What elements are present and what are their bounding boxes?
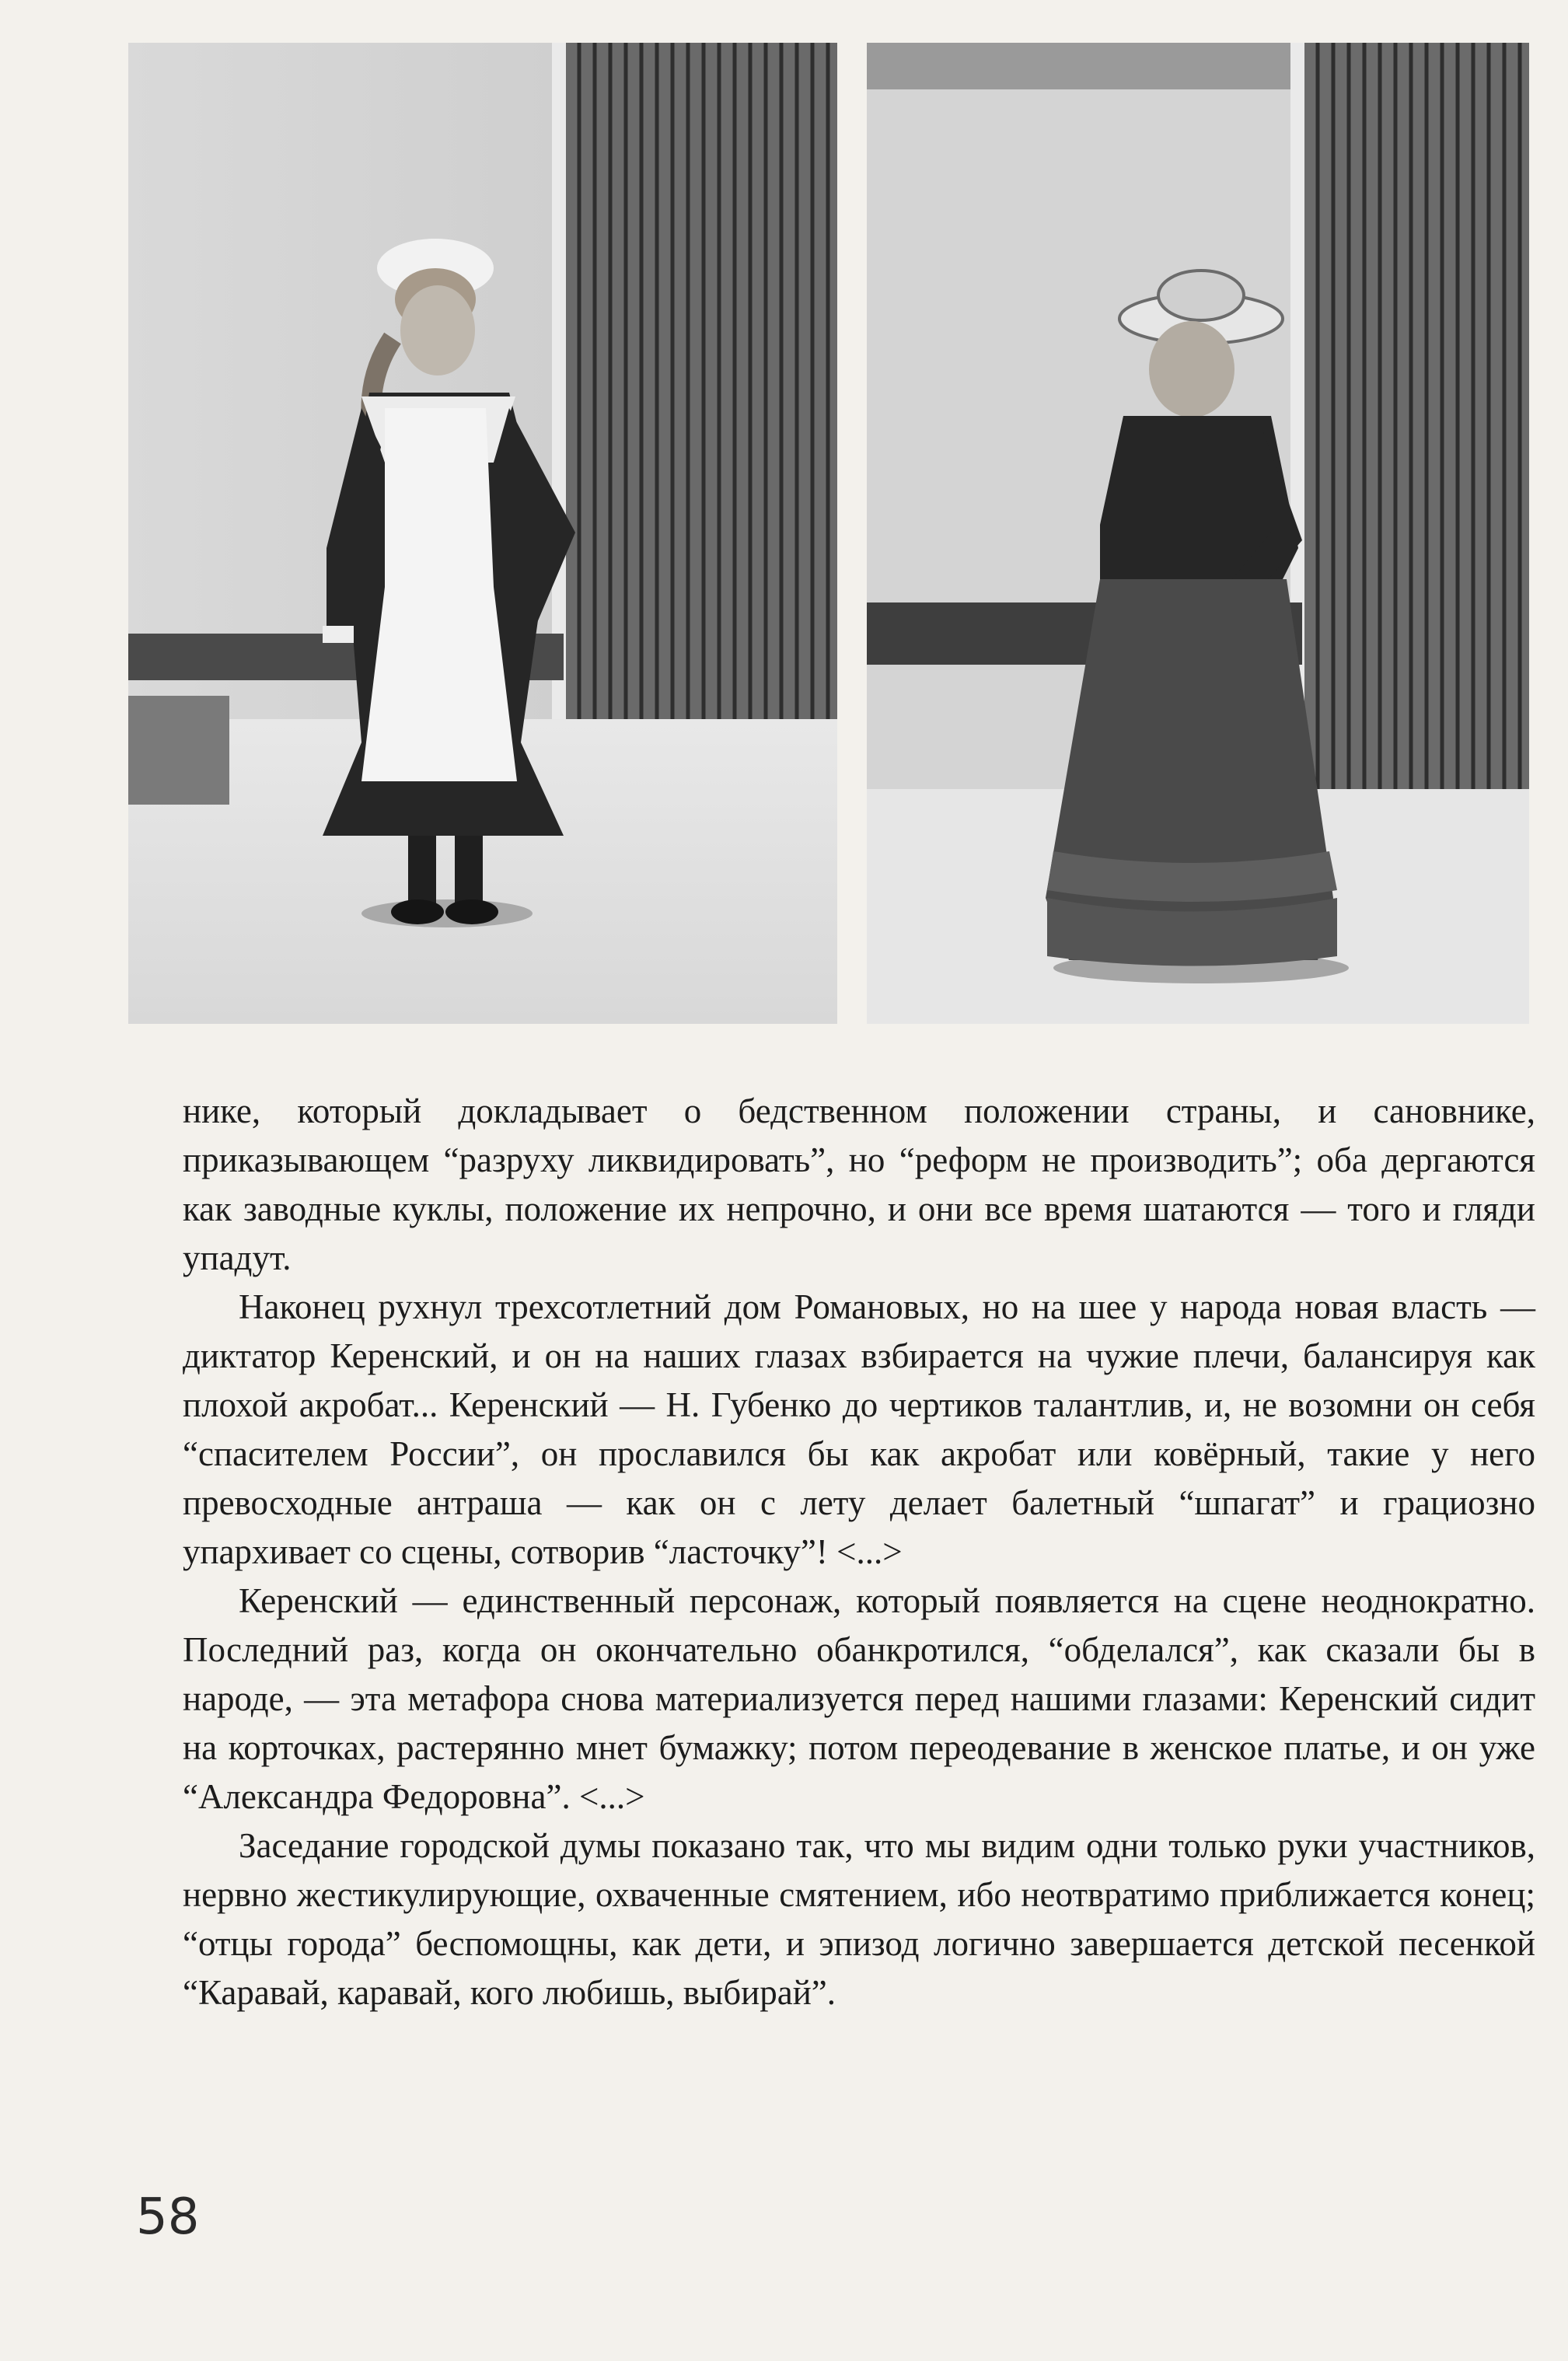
photo-right: [867, 43, 1529, 1024]
article-text: [183, 1087, 1535, 2017]
paragraph-4: Заседание городской думы показано так, что мы видим одни только руки участников, нервно жестикулирующие, охваченные смятением, ибо неотвратимо приближается конец; “отцы города” беспомощны, как дети, и эпизод логично завершается детской песенкой “Каравай, каравай, кого любишь, выбирай”.: [183, 1826, 1535, 2012]
paragraph-1: нике, который докладывает о бедственном положении страны, и сановнике, приказывающем “разруху ликвидировать”, но “реформ не производить”; оба дергаются как заводные куклы, положение их непрочно, и они все время шатаются — того и гляди упадут.: [183, 1091, 1535, 1277]
photo-left: [128, 43, 837, 1024]
paragraph-2: Наконец рухнул трехсотлетний дом Романовых, но на шее у народа новая власть — диктатор Керенский, и он на наших глазах взбирается на чужие плечи, балансируя как плохой акробат... Керенский — Н. Губенко до чертиков талантлив, и, не возомни он себя “спасителем России”, он прославился бы как акробат или ковёрный, такие у него превосходные антраша — как он с лету делает балетный “шпагат” и грациозно упархивает со сцены, сотворив “ласточку”! <...>: [183, 1287, 1535, 1571]
page-number: 58: [136, 2188, 200, 2246]
paragraph-3: Керенский — единственный персонаж, который появляется на сцене неоднократно. Последний раз, когда он окончательно обанкротился, “обделался”, как сказали бы в народе, — эта метафора снова материализуется перед нашими глазами: Керенский сидит на корточках, растерянно мнет бумажку; потом переодевание в женское платье, и он уже “Александра Федоровна”. <...>: [183, 1581, 1535, 1816]
